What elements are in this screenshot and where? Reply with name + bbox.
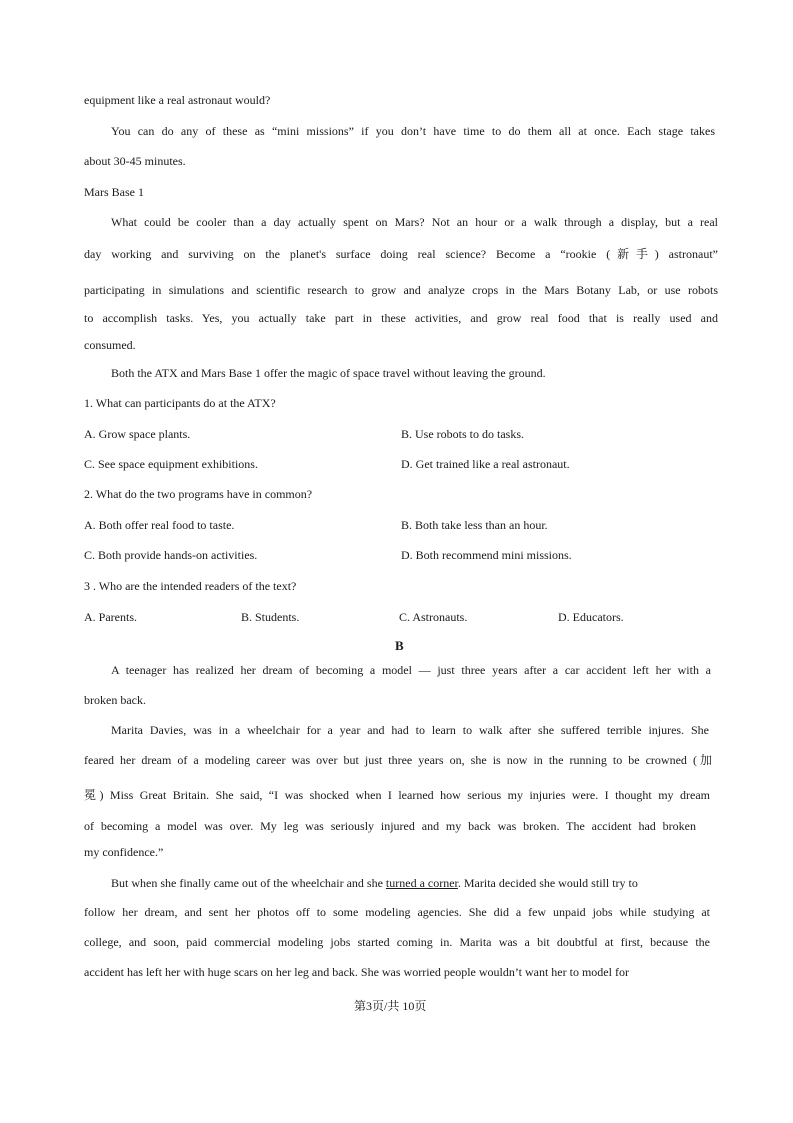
- section-heading: Mars Base 1: [84, 185, 144, 199]
- answer-option: B. Use robots to do tasks.: [401, 427, 524, 441]
- paragraph-line: consumed.: [84, 338, 136, 352]
- paragraph-line: A teenager has realized her dream of becoming a model — just three years after a car accident left her with a: [111, 663, 711, 677]
- paragraph-line: accident has left her with huge scars on her leg and back. She was worried people wouldn’t want her to model for: [84, 965, 629, 979]
- intro-line: about 30-45 minutes.: [84, 154, 186, 168]
- paragraph-line: [111, 875, 638, 891]
- question-stem: 2. What do the two programs have in common?: [84, 487, 313, 501]
- paragraph-line: 冕) Miss Great Britain. She said, “I was shocked when I learned how serious my injuries were. I thought my dream: [84, 788, 710, 802]
- text-segment: . Marita decided she would still try to: [457, 876, 638, 890]
- paragraph-line: feared her dream of a modeling career was over but just three years on, she is now in the running to be crowned (加: [84, 753, 712, 767]
- question-stem: 1. What can participants do at the ATX?: [84, 396, 276, 410]
- answer-option: D. Both recommend mini missions.: [401, 548, 572, 562]
- paragraph-line: participating in simulations and scientific research to grow and analyze crops in the Mars Botany Lab, or use robots: [84, 283, 718, 297]
- underlined-phrase: turned a corner: [385, 876, 458, 890]
- paragraph-line: Marita Davies, was in a wheelchair for a year and had to learn to walk after she suffered terrible injures. She: [111, 723, 709, 737]
- answer-option: A. Parents.: [84, 610, 137, 624]
- answer-option: C. See space equipment exhibitions.: [84, 457, 258, 471]
- paragraph-line: Both the ATX and Mars Base 1 offer the magic of space travel without leaving the ground.: [111, 366, 546, 380]
- answer-option: B. Both take less than an hour.: [401, 518, 548, 532]
- intro-line: You can do any of these as “mini missions” if you don’t have time to do them all at once. Each stage takes: [111, 124, 715, 138]
- paragraph-line: of becoming a model was over. My leg was seriously injured and my back was broken. The accident had broken: [84, 819, 696, 833]
- answer-option: B. Students.: [241, 610, 300, 624]
- paragraph-line: to accomplish tasks. Yes, you actually take part in these activities, and grow real food that is really used and: [84, 311, 718, 325]
- answer-option: C. Both provide hands-on activities.: [84, 548, 258, 562]
- section-heading: B: [395, 638, 404, 653]
- page-number: 第3页/共 10页: [354, 999, 427, 1013]
- paragraph-line: my confidence.”: [84, 845, 164, 859]
- paragraph-line: follow her dream, and sent her photos off to some modeling agencies. She did a few unpaid jobs while studying at: [84, 905, 710, 919]
- paragraph-line: college, and soon, paid commercial modeling jobs started coming in. Marita was a bit doubtful at first, because the: [84, 935, 710, 949]
- answer-option: A. Grow space plants.: [84, 427, 191, 441]
- paragraph-line: day working and surviving on the planet's surface doing real science? Become a “rookie (新手) astronaut”: [84, 247, 718, 261]
- answer-option: D. Educators.: [558, 610, 624, 624]
- text-segment: But when she finally came out of the wheelchair and she: [111, 876, 386, 890]
- intro-line: equipment like a real astronaut would?: [84, 93, 271, 107]
- paragraph-line: What could be cooler than a day actually spent on Mars? Not an hour or a walk through a display, but a real: [111, 215, 718, 229]
- answer-option: A. Both offer real food to taste.: [84, 518, 235, 532]
- answer-option: C. Astronauts.: [399, 610, 468, 624]
- question-stem: 3 . Who are the intended readers of the text?: [84, 579, 297, 593]
- paragraph-line: broken back.: [84, 693, 146, 707]
- answer-option: D. Get trained like a real astronaut.: [401, 457, 570, 471]
